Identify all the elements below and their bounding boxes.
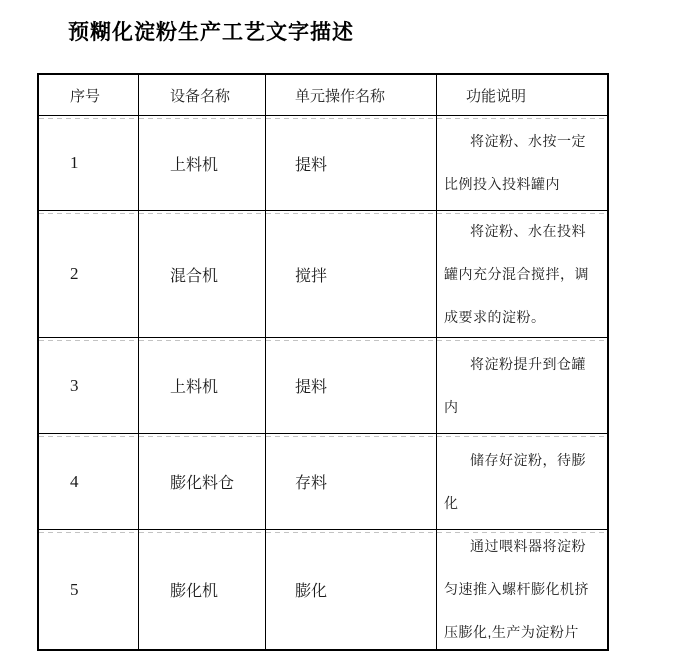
description-text: 储存好淀粉，待膨化 <box>444 451 586 511</box>
cell-description <box>437 434 607 529</box>
cell-device: 上料机 <box>139 116 266 210</box>
cell-device: 混合机 <box>139 211 266 337</box>
cell-no: 3 <box>39 338 139 433</box>
cell-device: 上料机 <box>139 338 266 433</box>
cell-no: 4 <box>39 434 139 529</box>
description-text: 将淀粉、水在投料罐内充分混合搅拌，调成要求的淀粉。 <box>444 222 589 325</box>
table-row <box>39 434 607 530</box>
cell-description <box>437 338 607 433</box>
table-row <box>39 338 607 434</box>
header-cell-no: 序号 <box>39 75 139 115</box>
header-cell-function: 功能说明 <box>466 87 527 105</box>
table-row <box>39 211 607 338</box>
cell-description <box>437 116 607 210</box>
table-body <box>39 116 607 649</box>
table-row <box>39 530 607 649</box>
cell-description <box>437 530 607 649</box>
cell-operation: 存料 <box>266 434 437 529</box>
table-row <box>39 116 607 211</box>
cell-description <box>437 211 607 337</box>
cell-device: 膨化机 <box>139 530 266 649</box>
process-table <box>37 73 609 651</box>
description-text: 将淀粉提升到仓罐内 <box>444 355 586 415</box>
cell-operation: 搅拌 <box>266 211 437 337</box>
cell-operation: 提料 <box>266 338 437 433</box>
cell-no: 2 <box>39 211 139 337</box>
description-text: 将淀粉、水按一定比例投入投料罐内 <box>444 133 586 192</box>
cell-no: 1 <box>39 116 139 210</box>
cell-operation: 膨化 <box>266 530 437 649</box>
table-header-row <box>39 75 607 116</box>
description-text: 通过喂料器将淀粉匀速推入螺杆膨化机挤压膨化,生产为淀粉片 <box>444 538 589 640</box>
cell-device: 膨化料仓 <box>139 434 266 529</box>
header-cell-operation: 单元操作名称 <box>266 75 437 115</box>
cell-operation: 提料 <box>266 116 437 210</box>
header-cell-device: 设备名称 <box>139 75 266 115</box>
page-title: 预糊化淀粉生产工艺文字描述 <box>68 20 354 44</box>
cell-no: 5 <box>39 530 139 649</box>
